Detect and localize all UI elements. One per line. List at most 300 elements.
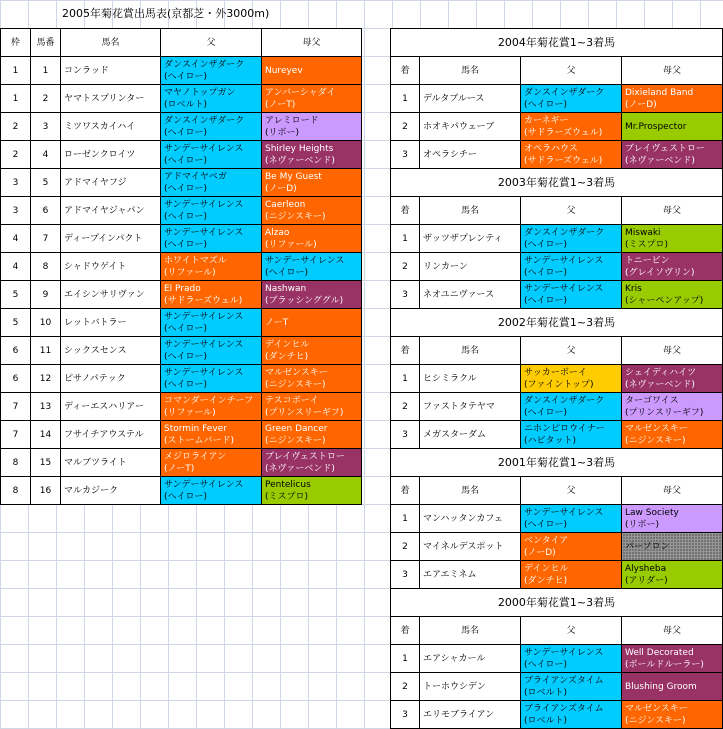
waku-cell[interactable]: 8 [1,477,31,505]
cell-text-line: (ニジンスキー) [625,715,686,726]
cell-text-line: Alzao [265,227,290,238]
sire-cell[interactable] [161,309,262,337]
waku-cell[interactable]: 1 [1,85,31,113]
cell-text-line: (ヘイロー) [164,71,208,82]
broodmare-sire-cell[interactable] [622,365,723,393]
cell-text-line: パーソロン [625,541,670,552]
horse-name-cell[interactable]: ディーエスハリアー [61,393,161,421]
cell-text-line: アンバーシャダイ [265,87,336,98]
column-header[interactable]: 父 [521,617,622,645]
table-row [391,533,723,561]
cell-text-line: Nashwan [265,283,307,294]
waku-cell[interactable]: 4 [1,225,31,253]
finish-position-cell[interactable]: 1 [391,505,420,533]
sire-cell[interactable] [161,169,262,197]
horse-name-cell[interactable]: デルタブルース [420,85,521,113]
cell-text-line: マルゼンスキー [265,367,328,378]
horse-name-cell[interactable]: シックスセンス [61,337,161,365]
cell-text-line: (サドラーズウェル) [164,295,243,306]
column-header[interactable]: 母父 [622,337,723,365]
column-header[interactable]: 馬名 [420,477,521,505]
broodmare-sire-cell[interactable] [262,57,362,85]
broodmare-sire-cell[interactable] [262,197,362,225]
cell-text-line: (ヘイロー) [524,99,568,110]
section-title[interactable]: 2004年菊花賞1~3着馬 [391,29,723,57]
cell-text-line: マヤノトップガン [164,87,236,98]
finish-position-cell[interactable]: 1 [391,365,420,393]
cell-text-line: (ヘイロー) [164,127,208,138]
broodmare-sire-cell[interactable] [622,673,723,701]
broodmare-sire-cell[interactable] [262,421,362,449]
cell-text-line: Pentelicus [265,479,311,490]
cell-text-line: (ネヴァーベンド) [265,155,335,166]
cell-text-line: サンデーサイレンス [164,143,244,154]
cell-text-line: (ヘイロー) [164,211,208,222]
horse-name-cell[interactable]: メガスターダム [420,421,521,449]
finish-position-cell[interactable]: 1 [391,85,420,113]
broodmare-sire-cell[interactable] [262,309,362,337]
column-header[interactable]: 父 [521,57,622,85]
broodmare-sire-cell[interactable] [262,85,362,113]
waku-cell[interactable]: 5 [1,281,31,309]
cell-text-line: (ネヴァーベンド) [625,379,695,390]
broodmare-sire-cell[interactable] [622,393,723,421]
column-header[interactable]: 着 [391,197,420,225]
cell-text-line: (プリンスリーギフ) [625,407,704,418]
broodmare-sire-cell[interactable] [622,533,723,561]
finish-position-cell[interactable]: 1 [391,225,420,253]
cell-text-line: (ニジンスキー) [265,435,326,446]
table-row [391,421,723,449]
cell-text-line: Blushing Groom [625,681,697,692]
section-title[interactable]: 2000年菊花賞1~3着馬 [391,589,723,617]
sire-cell[interactable] [161,225,262,253]
broodmare-sire-cell[interactable] [262,113,362,141]
horse-number-cell[interactable]: 16 [31,477,61,505]
waku-cell[interactable]: 3 [1,169,31,197]
horse-name-cell[interactable]: ローゼンクロイツ [61,141,161,169]
cell-text-line: (リボー) [265,127,300,138]
finish-position-cell[interactable]: 3 [391,141,420,169]
horse-number-cell[interactable]: 12 [31,365,61,393]
column-header[interactable]: 母父 [622,197,723,225]
horse-number-cell[interactable]: 9 [31,281,61,309]
cell-text-line: (シャーペンアップ) [625,295,704,306]
sire-cell[interactable] [521,85,622,113]
finish-position-cell[interactable]: 2 [391,113,420,141]
broodmare-sire-cell[interactable] [622,85,723,113]
cell-text-line: ホワイトマズル [164,255,227,266]
horse-name-cell[interactable]: マルカジーク [61,477,161,505]
cell-text-line: (ロベルト) [164,99,208,110]
cell-text-line: Caerleon [265,199,306,210]
waku-cell[interactable]: 7 [1,421,31,449]
column-header[interactable]: 母父 [622,57,723,85]
horse-name-cell[interactable]: ヤマトスプリンター [61,85,161,113]
horse-name-cell[interactable]: マイネルデスポット [420,533,521,561]
cell-text-line: (ヘイロー) [524,295,568,306]
cell-text-line: (ダンチヒ) [265,351,309,362]
table-row [1,113,362,141]
sire-cell[interactable] [161,253,262,281]
cell-text-line: ブライアンズタイム [524,703,604,714]
cell-text-line: (ヘイロー) [524,267,568,278]
sire-cell[interactable] [521,673,622,701]
column-header[interactable]: 着 [391,617,420,645]
broodmare-sire-cell[interactable] [262,477,362,505]
broodmare-sire-cell[interactable] [262,225,362,253]
cell-text-line: (ネヴァーベンド) [625,155,695,166]
broodmare-sire-cell[interactable] [262,393,362,421]
cell-text-line: デインヒル [524,563,569,574]
horse-name-cell[interactable]: ホオキパウェーブ [420,113,521,141]
finish-position-cell[interactable]: 3 [391,281,420,309]
sire-cell[interactable] [161,477,262,505]
horse-name-cell[interactable]: ピサノパテック [61,365,161,393]
sire-cell[interactable] [521,141,622,169]
finish-position-cell[interactable]: 3 [391,701,420,729]
finish-position-cell[interactable]: 3 [391,561,420,589]
horse-name-cell[interactable]: アドマイヤフジ [61,169,161,197]
broodmare-sire-cell[interactable] [622,421,723,449]
waku-cell[interactable]: 5 [1,309,31,337]
cell-text-line: ベンタイア [524,535,569,546]
cell-text-line: アレミロード [265,115,319,126]
broodmare-sire-cell[interactable] [622,701,723,729]
horse-name-cell[interactable]: ヒシミラクル [420,365,521,393]
column-header[interactable]: 枠 [1,29,31,57]
cell-text-line: (ヘイロー) [164,155,208,166]
waku-cell[interactable]: 6 [1,365,31,393]
finish-position-cell[interactable]: 1 [391,645,420,673]
cell-text-line: サンデーサイレンス [524,647,604,658]
cell-text-line: (ロベルト) [524,687,568,698]
horse-number-cell[interactable]: 2 [31,85,61,113]
column-header[interactable]: 母父 [262,29,362,57]
cell-text-line: サンデーサイレンス [164,339,244,350]
finish-position-cell[interactable]: 2 [391,253,420,281]
table-header-row [391,617,723,645]
cell-text-line: カーネギー [524,115,569,126]
table-row [1,421,362,449]
cell-text-line: (ノーT) [164,463,195,474]
horse-name-cell[interactable]: オペラシチー [420,141,521,169]
horse-number-cell[interactable]: 10 [31,309,61,337]
table-row [1,281,362,309]
sire-cell[interactable] [521,421,622,449]
cell-text-line: Alysheba [625,563,667,574]
horse-name-cell[interactable]: ミツワスカイハイ [61,113,161,141]
broodmare-sire-cell[interactable] [622,113,723,141]
sire-cell[interactable] [521,645,622,673]
horse-name-cell[interactable]: ディープインパクト [61,225,161,253]
broodmare-sire-cell[interactable] [622,561,723,589]
cell-text-line: サッカーボーイ [524,367,587,378]
horse-name-cell[interactable]: ザッツザプレンティ [420,225,521,253]
table-row [1,253,362,281]
sire-cell[interactable] [161,281,262,309]
cell-text-line: マルゼンスキー [625,423,688,434]
cell-text-line: Dixieland Band [625,87,694,98]
horse-number-cell[interactable]: 14 [31,421,61,449]
cell-text-line: トニービン [625,255,670,266]
horse-name-cell[interactable]: シャドウゲイト [61,253,161,281]
broodmare-sire-cell[interactable] [622,253,723,281]
cell-text-line: (ヘイロー) [524,659,568,670]
table-row [391,141,723,169]
cell-text-line: (ノーT) [265,99,296,110]
cell-text-line: (ヘイロー) [524,519,568,530]
broodmare-sire-cell[interactable] [262,365,362,393]
cell-text-line: (ダンチヒ) [524,575,568,586]
cell-text-line: サンデーサイレンス [164,227,244,238]
table-row [391,225,723,253]
cell-text-line: アドマイヤベガ [164,171,227,182]
horse-name-cell[interactable]: アドマイヤジャパン [61,197,161,225]
broodmare-sire-cell[interactable] [262,253,362,281]
broodmare-sire-cell[interactable] [262,449,362,477]
horse-name-cell[interactable]: エアエミネム [420,561,521,589]
cell-text-line: (ノーD) [524,547,556,558]
column-header[interactable]: 着 [391,57,420,85]
cell-text-line: サンデーサイレンス [164,311,244,322]
section-title[interactable]: 2002年菊花賞1~3着馬 [391,309,723,337]
finish-position-cell[interactable]: 2 [391,533,420,561]
table-row [391,561,723,589]
table-header-row [1,29,362,57]
section-title-row [391,29,723,57]
sire-cell[interactable] [521,393,622,421]
table-row [1,393,362,421]
cell-text-line: (ニジンスキー) [265,211,326,222]
cell-text-line: (ロベルト) [524,715,568,726]
table-row [1,197,362,225]
waku-cell[interactable]: 2 [1,141,31,169]
table-header-row [391,337,723,365]
table-header-row [391,477,723,505]
sire-cell[interactable] [161,365,262,393]
column-header[interactable]: 馬名 [420,617,521,645]
cell-text-line: (ニジンスキー) [265,379,326,390]
sire-cell[interactable] [161,141,262,169]
sire-cell[interactable] [521,505,622,533]
column-header[interactable]: 母父 [622,617,723,645]
broodmare-sire-cell[interactable] [622,141,723,169]
cell-text-line: (ヘイロー) [164,183,208,194]
horse-name-cell[interactable]: エアシャカール [420,645,521,673]
cell-text-line: テスコボーイ [265,395,319,406]
horse-name-cell[interactable]: フサイチアウステル [61,421,161,449]
cell-text-line: Nureyev [265,65,303,76]
section-title[interactable]: 2001年菊花賞1~3着馬 [391,449,723,477]
broodmare-sire-cell[interactable] [262,169,362,197]
cell-text-line: (リファール) [265,239,317,250]
waku-cell[interactable]: 2 [1,113,31,141]
waku-cell[interactable]: 1 [1,57,31,85]
horse-number-cell[interactable]: 8 [31,253,61,281]
sire-cell[interactable] [521,253,622,281]
column-header[interactable]: 馬名 [420,337,521,365]
cell-text-line: ダンスインザダーク [524,227,605,238]
sire-cell[interactable] [521,281,622,309]
cell-text-line: Law Society [625,507,679,518]
broodmare-sire-cell[interactable] [622,281,723,309]
cell-text-line: デインヒル [265,339,310,350]
table-row [1,365,362,393]
finish-position-cell[interactable]: 2 [391,393,420,421]
sire-cell[interactable] [161,393,262,421]
column-header[interactable]: 馬名 [420,197,521,225]
cell-text-line: (ヘイロー) [164,379,208,390]
table-row [1,141,362,169]
cell-text-line: (ボールドルーラー) [625,659,704,670]
column-header[interactable]: 父 [521,197,622,225]
waku-cell[interactable]: 6 [1,337,31,365]
cell-text-line: (ノーD) [625,99,657,110]
horse-name-cell[interactable]: ファストタテヤマ [420,393,521,421]
main-entry-table [0,28,362,505]
cell-text-line: ブレイヴェストロー [265,451,345,462]
main-title: 2005年菊花賞出馬表(京都芝・外3000m) [62,7,270,20]
sire-cell[interactable] [161,197,262,225]
cell-text-line: (ヘイロー) [164,239,208,250]
past-results-table [390,28,723,729]
horse-name-cell[interactable]: レットバトラー [61,309,161,337]
waku-cell[interactable]: 4 [1,253,31,281]
horse-number-cell[interactable]: 6 [31,197,61,225]
cell-text-line: El Prado [164,283,201,294]
section-title[interactable]: 2003年菊花賞1~3着馬 [391,169,723,197]
horse-name-cell[interactable]: エイシンサリヴァン [61,281,161,309]
cell-text-line: オペラハウス [524,143,578,154]
sire-cell[interactable] [521,365,622,393]
sire-cell[interactable] [521,533,622,561]
column-header[interactable]: 馬名 [420,57,521,85]
cell-text-line: ダンスインザダーク [164,115,245,126]
table-row [391,85,723,113]
table-row [391,645,723,673]
cell-text-line: (ファイントップ) [524,379,594,390]
sire-cell[interactable] [161,449,262,477]
table-row [391,673,723,701]
cell-text-line: (ヘイロー) [265,267,309,278]
table-row [391,393,723,421]
cell-text-line: Well Decorated [625,647,694,658]
sire-cell[interactable] [161,337,262,365]
section-title-row [391,449,723,477]
cell-text-line: ブレイヴェストロー [625,143,705,154]
column-header[interactable]: 父 [161,29,262,57]
table-row [1,309,362,337]
broodmare-sire-cell[interactable] [622,505,723,533]
cell-text-line: (ヘイロー) [164,351,208,362]
cell-text-line: Stormin Fever [164,423,227,434]
cell-text-line: ブライアンズタイム [524,675,604,686]
horse-name-cell[interactable]: エリモブライアン [420,701,521,729]
sire-cell[interactable] [161,113,262,141]
horse-name-cell[interactable]: ネオユニヴァース [420,281,521,309]
horse-number-cell[interactable]: 3 [31,113,61,141]
horse-name-cell[interactable]: マルブツライト [61,449,161,477]
horse-number-cell[interactable]: 5 [31,169,61,197]
column-header[interactable]: 父 [521,477,622,505]
waku-cell[interactable]: 3 [1,197,31,225]
column-header[interactable]: 着 [391,337,420,365]
cell-text-line: サンデーサイレンス [265,255,345,266]
broodmare-sire-cell[interactable] [262,337,362,365]
cell-text-line: メジロライアン [164,451,227,462]
horse-number-cell[interactable]: 15 [31,449,61,477]
cell-text-line: ダンスインザダーク [164,59,245,70]
horse-number-cell[interactable]: 11 [31,337,61,365]
cell-text-line: Green Dancer [265,423,328,434]
table-row [1,85,362,113]
cell-text-line: (ニジンスキー) [625,435,686,446]
finish-position-cell[interactable]: 2 [391,673,420,701]
horse-number-cell[interactable]: 4 [31,141,61,169]
cell-text-line: Mr.Prospector [625,121,687,132]
cell-text-line: (ノーD) [265,183,297,194]
cell-text-line: (ハビタット) [524,435,577,446]
horse-number-cell[interactable]: 7 [31,225,61,253]
cell-text-line: ダンスインザダーク [524,395,605,406]
sire-cell[interactable] [521,561,622,589]
column-header[interactable]: 母父 [622,477,723,505]
cell-text-line: (ストームバード) [164,435,235,446]
sire-cell[interactable] [521,701,622,729]
cell-text-line: サンデーサイレンス [524,255,604,266]
cell-text-line: (アリダー) [625,575,668,586]
cell-text-line: (ネヴァーベンド) [265,463,335,474]
cell-text-line: (グレイソヴリン) [625,267,695,278]
cell-text-line: マルゼンスキー [625,703,688,714]
finish-position-cell[interactable]: 3 [391,421,420,449]
waku-cell[interactable]: 7 [1,393,31,421]
table-row [391,253,723,281]
broodmare-sire-cell[interactable] [262,141,362,169]
waku-cell[interactable]: 8 [1,449,31,477]
broodmare-sire-cell[interactable] [622,645,723,673]
sire-cell[interactable] [161,85,262,113]
horse-number-cell[interactable]: 13 [31,393,61,421]
horse-name-cell[interactable]: マンハッタンカフェ [420,505,521,533]
column-header[interactable]: 父 [521,337,622,365]
cell-text-line: (リボー) [625,519,660,530]
sire-cell[interactable] [161,57,262,85]
sire-cell[interactable] [521,113,622,141]
sire-cell[interactable] [521,225,622,253]
cell-text-line: コマンダーインチーフ [164,395,254,406]
horse-number-cell[interactable]: 1 [31,57,61,85]
cell-text-line: サンデーサイレンス [524,507,604,518]
cell-text-line: Be My Guest [265,171,322,182]
broodmare-sire-cell[interactable] [622,225,723,253]
table-row [391,113,723,141]
cell-text-line: サンデーサイレンス [164,367,244,378]
table-row [391,365,723,393]
column-header[interactable]: 馬名 [61,29,161,57]
horse-name-cell[interactable]: トーホウシデン [420,673,521,701]
column-header[interactable]: 馬番 [31,29,61,57]
horse-name-cell[interactable]: リンカーン [420,253,521,281]
horse-name-cell[interactable]: コンラッド [61,57,161,85]
cell-text-line: サンデーサイレンス [164,199,244,210]
cell-text-line: (ヘイロー) [524,239,568,250]
sire-cell[interactable] [161,421,262,449]
column-header[interactable]: 着 [391,477,420,505]
broodmare-sire-cell[interactable] [262,281,362,309]
cell-text-line: (ヘイロー) [524,407,568,418]
